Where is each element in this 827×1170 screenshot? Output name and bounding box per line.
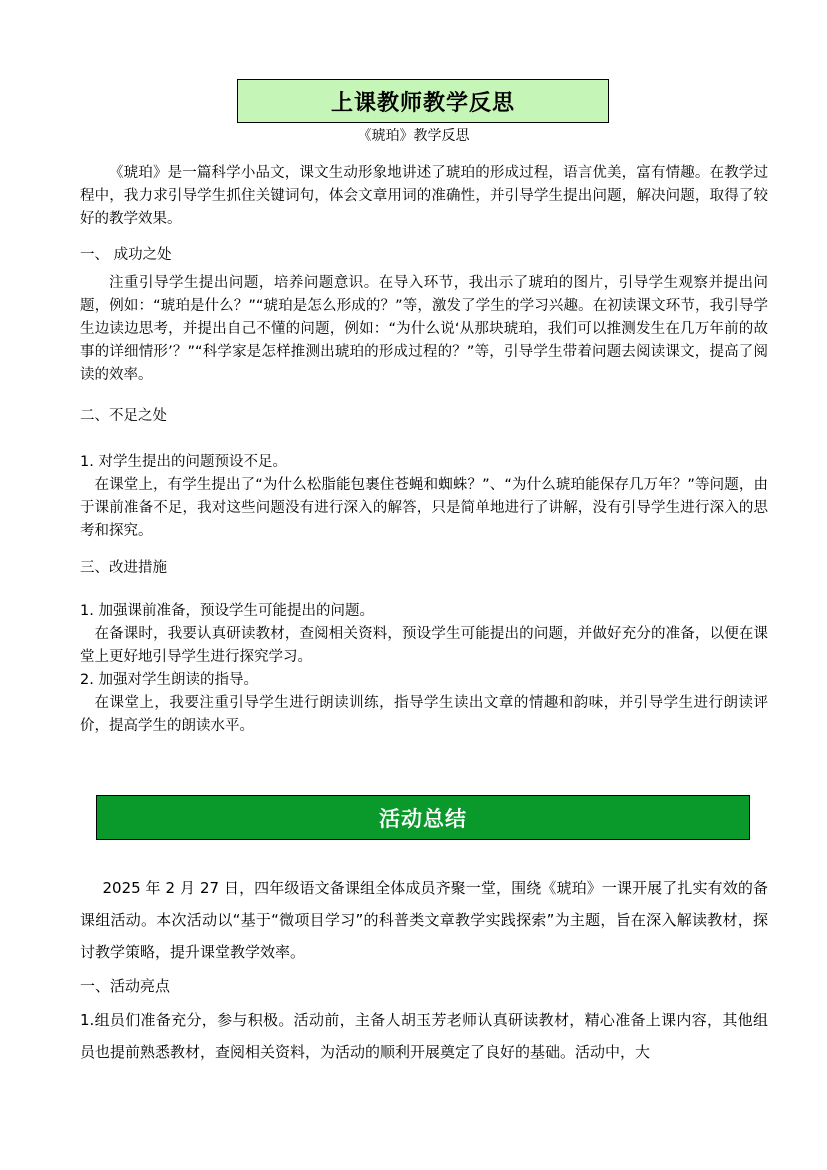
section1-body-block [80, 272, 768, 387]
section2-body-block [80, 451, 768, 543]
summary-title: 活动总结 [96, 795, 750, 840]
highlight1-block [80, 1004, 768, 1068]
highlights-heading-block [80, 970, 768, 1002]
section2-item1-text: 在课堂上，有学生提出了“为什么松脂能包裹住苍蝇和蜘蛛？”、“为什么琥珀能保存几万年？”等问题，由于课前准备不足，我对这些问题没有进行深入的解答，只是简单地进行了讲解，没有引导学生进行深入的思考和探究。 [80, 477, 768, 539]
section3-item1-text: 在备课时，我要认真研读教材，查阅相关资料，预设学生可能提出的问题，并做好充分的准备，以便在课堂上更好地引导学生进行探究学习。 [80, 626, 768, 665]
highlights-heading: 一、活动亮点 [80, 977, 171, 995]
reflection-intro: 《琥珀》是一篇科学小品文，课文生动形象地讲述了琥珀的形成过程，语言优美，富有情趣。在教学过程中，我力求引导学生抓住关键词句，体会文章用词的准确性，并引导学生提出问题，解决问题，取得了较好的教学效果。 [80, 165, 768, 227]
section2-heading: 二、不足之处 [80, 408, 167, 424]
highlight1-text: 1.组员们准备充分，参与积极。活动前，主备人胡玉芳老师认真研读教材，精心准备上课内容，其他组员也提前熟悉教材，查阅相关资料，为活动的顺利开展奠定了良好的基础。活动中，大 [80, 1011, 768, 1061]
section3-heading-block [80, 557, 768, 580]
section1-heading: 一、 成功之处 [80, 247, 172, 263]
section3-heading: 三、改进措施 [80, 560, 167, 576]
section2-heading-block [80, 405, 768, 428]
section3-item1: 1. 加强课前准备，预设学生可能提出的问题。 [80, 603, 374, 619]
summary-intro: 2025 年 2 月 27 日，四年级语文备课组全体成员齐聚一堂，围绕《琥珀》一课开展了扎实有效的备课组活动。本次活动以“基于“微项目学习”的科普类文章教学实践探索”为主题，旨在深入解读教材，探讨教学策略，提升课堂教学效率。 [80, 879, 768, 961]
summary-intro-block [80, 872, 768, 968]
page-subtitle: 《琥珀》教学反思 [357, 128, 470, 144]
reflection-intro-block [80, 162, 768, 231]
section2-item1: 1. 对学生提出的问题预设不足。 [80, 454, 287, 470]
page-title: 上课教师教学反思 [237, 79, 609, 123]
section3-item2-text: 在课堂上，我要注重引导学生进行朗读训练，指导学生读出文章的情趣和韵味，并引导学生进行朗读评价，提高学生的朗读水平。 [80, 695, 768, 734]
section1-text: 注重引导学生提出问题，培养问题意识。在导入环节，我出示了琥珀的图片，引导学生观察并提出问题，例如：“琥珀是什么？”“琥珀是怎么形成的？”等，激发了学生的学习兴趣。在初读课文环节，我引导学生边读边思考，并提出自己不懂的问题，例如：“为什么说‘从那块琥珀，我们可以推测发生在几万年前的故事的详细情形’？”“科学家是怎样推测出琥珀的形成过程的？”等，引导学生带着问题去阅读课文，提高了阅读的效率。 [80, 275, 768, 383]
section3-item2: 2. 加强对学生朗读的指导。 [80, 672, 258, 688]
section3-body-block [80, 600, 768, 738]
section1-heading-block [80, 244, 768, 267]
